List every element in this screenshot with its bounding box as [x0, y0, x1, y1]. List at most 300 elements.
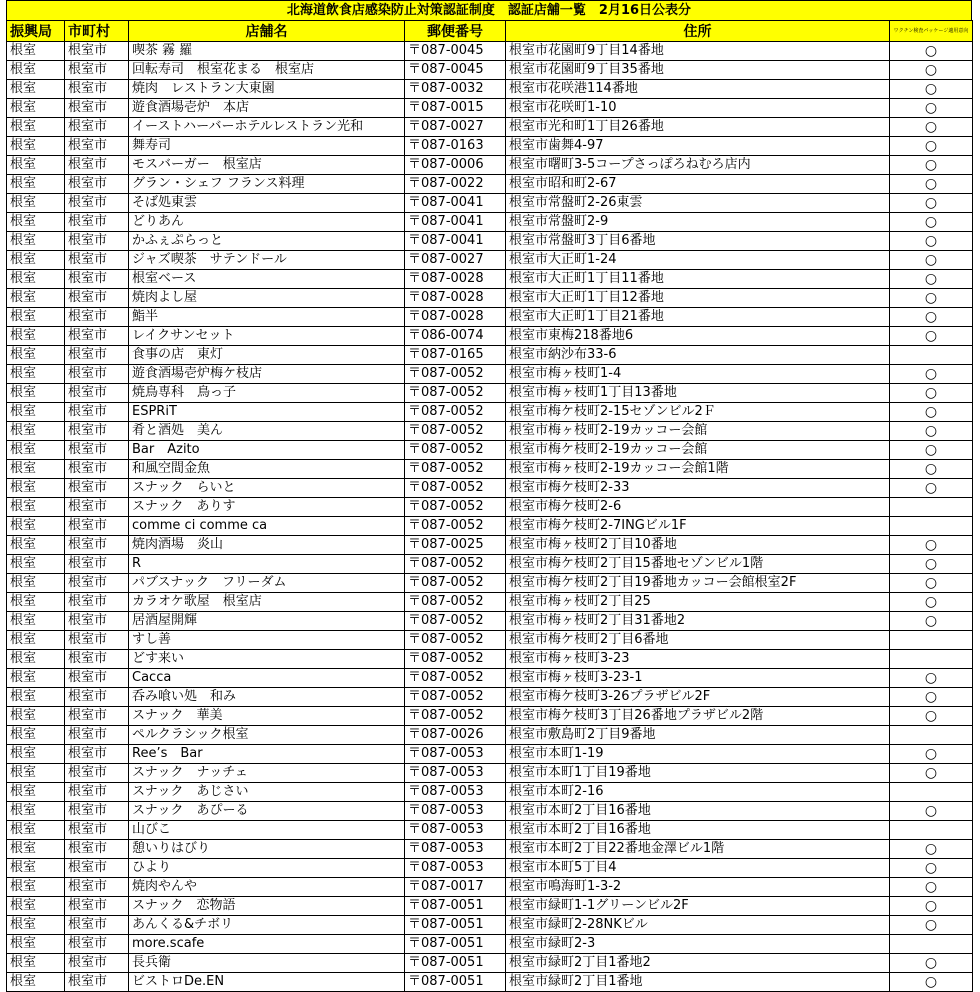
table-row [7, 669, 973, 688]
cell-city: 根室市 [65, 346, 129, 365]
cell-bureau: 根室 [7, 707, 65, 726]
cell-store: ジャズ喫茶 サテンドール [129, 251, 405, 270]
cell-store: スナック ナッチェ [129, 764, 405, 783]
cell-city: 根室市 [65, 669, 129, 688]
cell-vaccine-mark: ○ [890, 878, 973, 897]
table-row [7, 916, 973, 935]
cell-city: 根室市 [65, 802, 129, 821]
cell-address: 根室市敷島町2丁目9番地 [506, 726, 890, 745]
cell-city: 根室市 [65, 156, 129, 175]
cell-bureau: 根室 [7, 802, 65, 821]
cell-store: 長兵衛 [129, 954, 405, 973]
table-row [7, 935, 973, 954]
cell-city: 根室市 [65, 631, 129, 650]
cell-city: 根室市 [65, 365, 129, 384]
table-row [7, 441, 973, 460]
cell-address: 根室市花園町9丁目14番地 [506, 42, 890, 61]
cell-address: 根室市花咲町1-10 [506, 99, 890, 118]
cell-bureau: 根室 [7, 479, 65, 498]
cell-city: 根室市 [65, 460, 129, 479]
table-row [7, 897, 973, 916]
cell-city: 根室市 [65, 441, 129, 460]
cell-postal: 〒087-0052 [405, 498, 506, 517]
cell-vaccine-mark: ○ [890, 99, 973, 118]
table-row [7, 403, 973, 422]
table-row [7, 783, 973, 802]
cell-address: 根室市本町5丁目4 [506, 859, 890, 878]
cell-vaccine-mark: ○ [890, 365, 973, 384]
header-city: 市町村 [65, 21, 129, 42]
cell-address: 根室市花咲港114番地 [506, 80, 890, 99]
cell-store: スナック あぴーる [129, 802, 405, 821]
table-body [7, 42, 973, 992]
cell-store: 遊食酒場壱炉梅ケ枝店 [129, 365, 405, 384]
cell-city: 根室市 [65, 840, 129, 859]
cell-vaccine-mark: ○ [890, 137, 973, 156]
header-bureau: 振興局 [7, 21, 65, 42]
cell-vaccine-mark: ○ [890, 156, 973, 175]
table-row [7, 745, 973, 764]
cell-vaccine-mark: ○ [890, 574, 973, 593]
cell-city: 根室市 [65, 270, 129, 289]
cell-postal: 〒087-0053 [405, 745, 506, 764]
cell-city: 根室市 [65, 194, 129, 213]
cell-postal: 〒087-0052 [405, 593, 506, 612]
cell-address: 根室市梅ヶ枝町2-19カッコー会館1階 [506, 460, 890, 479]
cell-postal: 〒087-0027 [405, 118, 506, 137]
cell-postal: 〒087-0052 [405, 479, 506, 498]
cell-address: 根室市梅ケ枝町2-33 [506, 479, 890, 498]
table-row [7, 175, 973, 194]
cell-store: 肴と酒処 美ん [129, 422, 405, 441]
cell-store: 焼鳥専科 鳥っ子 [129, 384, 405, 403]
cell-bureau: 根室 [7, 289, 65, 308]
cell-address: 根室市大正町1丁目21番地 [506, 308, 890, 327]
cell-vaccine-mark [890, 935, 973, 954]
cell-vaccine-mark [890, 821, 973, 840]
cell-city: 根室市 [65, 859, 129, 878]
table-row [7, 631, 973, 650]
cell-bureau: 根室 [7, 441, 65, 460]
cell-address: 根室市梅ケ枝町2丁目6番地 [506, 631, 890, 650]
cell-postal: 〒087-0052 [405, 650, 506, 669]
table-row [7, 821, 973, 840]
table-row [7, 517, 973, 536]
cell-postal: 〒087-0052 [405, 460, 506, 479]
cell-postal: 〒087-0053 [405, 783, 506, 802]
cell-bureau: 根室 [7, 840, 65, 859]
cell-city: 根室市 [65, 593, 129, 612]
table-row [7, 99, 973, 118]
cell-postal: 〒087-0052 [405, 612, 506, 631]
cell-store: かふぇぷらっと [129, 232, 405, 251]
cell-city: 根室市 [65, 935, 129, 954]
cell-city: 根室市 [65, 821, 129, 840]
table-row [7, 156, 973, 175]
cell-address: 根室市梅ケ枝町2丁目15番地セゾンビル1階 [506, 555, 890, 574]
cell-postal: 〒087-0053 [405, 859, 506, 878]
cell-bureau: 根室 [7, 346, 65, 365]
cell-postal: 〒087-0015 [405, 99, 506, 118]
cell-address: 根室市光和町1丁目26番地 [506, 118, 890, 137]
cell-bureau: 根室 [7, 821, 65, 840]
cell-bureau: 根室 [7, 650, 65, 669]
cell-bureau: 根室 [7, 973, 65, 992]
cell-bureau: 根室 [7, 878, 65, 897]
cell-bureau: 根室 [7, 669, 65, 688]
cell-bureau: 根室 [7, 61, 65, 80]
cell-vaccine-mark [890, 650, 973, 669]
table-row [7, 118, 973, 137]
cell-vaccine-mark: ○ [890, 593, 973, 612]
cell-postal: 〒087-0053 [405, 764, 506, 783]
cell-vaccine-mark: ○ [890, 764, 973, 783]
cell-bureau: 根室 [7, 954, 65, 973]
cell-postal: 〒087-0051 [405, 935, 506, 954]
cell-address: 根室市本町2丁目16番地 [506, 802, 890, 821]
cell-postal: 〒087-0053 [405, 821, 506, 840]
table-row [7, 270, 973, 289]
cell-vaccine-mark: ○ [890, 954, 973, 973]
cell-store: スナック ありす [129, 498, 405, 517]
cell-bureau: 根室 [7, 137, 65, 156]
table-row [7, 42, 973, 61]
cell-postal: 〒087-0026 [405, 726, 506, 745]
cell-city: 根室市 [65, 80, 129, 99]
header-store: 店舗名 [129, 21, 405, 42]
cell-city: 根室市 [65, 99, 129, 118]
cell-store: R [129, 555, 405, 574]
cell-postal: 〒087-0052 [405, 384, 506, 403]
cell-address: 根室市梅ヶ枝町2-19カッコー会館 [506, 422, 890, 441]
cell-bureau: 根室 [7, 194, 65, 213]
cell-city: 根室市 [65, 384, 129, 403]
cell-bureau: 根室 [7, 688, 65, 707]
cell-address: 根室市梅ケ枝町2-15セゾンビル2Ｆ [506, 403, 890, 422]
cell-address: 根室市歯舞4-97 [506, 137, 890, 156]
cell-postal: 〒087-0045 [405, 42, 506, 61]
cell-bureau: 根室 [7, 916, 65, 935]
cell-bureau: 根室 [7, 213, 65, 232]
cell-vaccine-mark: ○ [890, 802, 973, 821]
cell-vaccine-mark: ○ [890, 859, 973, 878]
cell-bureau: 根室 [7, 498, 65, 517]
cell-address: 根室市常盤町2-9 [506, 213, 890, 232]
cell-postal: 〒087-0052 [405, 422, 506, 441]
cell-vaccine-mark [890, 498, 973, 517]
cell-store: モスバーガー 根室店 [129, 156, 405, 175]
cell-store: Ree’s Bar [129, 745, 405, 764]
cell-vaccine-mark: ○ [890, 289, 973, 308]
cell-store: スナック らいと [129, 479, 405, 498]
cell-store: 和風空間金魚 [129, 460, 405, 479]
cell-store: スナック 恋物語 [129, 897, 405, 916]
cell-address: 根室市常盤町2-26東雲 [506, 194, 890, 213]
table-row [7, 498, 973, 517]
cell-city: 根室市 [65, 764, 129, 783]
cell-city: 根室市 [65, 650, 129, 669]
cell-city: 根室市 [65, 422, 129, 441]
cell-city: 根室市 [65, 954, 129, 973]
cell-bureau: 根室 [7, 422, 65, 441]
cell-store: スナック あじさい [129, 783, 405, 802]
cell-address: 根室市常盤町3丁目6番地 [506, 232, 890, 251]
cell-bureau: 根室 [7, 555, 65, 574]
cell-postal: 〒087-0051 [405, 916, 506, 935]
cell-address: 根室市東梅218番地6 [506, 327, 890, 346]
cell-postal: 〒087-0052 [405, 403, 506, 422]
cell-store: イーストハーバーホテルレストラン光和 [129, 118, 405, 137]
cell-postal: 〒087-0041 [405, 194, 506, 213]
cell-postal: 〒087-0052 [405, 707, 506, 726]
cell-city: 根室市 [65, 479, 129, 498]
cell-bureau: 根室 [7, 897, 65, 916]
cell-address: 根室市本町1丁目19番地 [506, 764, 890, 783]
table-row [7, 232, 973, 251]
cell-store: 喫茶 霧 羅 [129, 42, 405, 61]
cell-store: 居酒屋開輝 [129, 612, 405, 631]
cell-bureau: 根室 [7, 99, 65, 118]
cell-address: 根室市鳴海町1-3-2 [506, 878, 890, 897]
cell-vaccine-mark: ○ [890, 327, 973, 346]
cell-store: more.scafe [129, 935, 405, 954]
cell-bureau: 根室 [7, 365, 65, 384]
cell-postal: 〒087-0052 [405, 441, 506, 460]
cell-city: 根室市 [65, 878, 129, 897]
cell-store: 食事の店 東灯 [129, 346, 405, 365]
cell-bureau: 根室 [7, 460, 65, 479]
cell-address: 根室市大正町1丁目11番地 [506, 270, 890, 289]
table-row [7, 859, 973, 878]
cell-vaccine-mark: ○ [890, 840, 973, 859]
cell-postal: 〒087-0032 [405, 80, 506, 99]
cell-store: パブスナック フリーダム [129, 574, 405, 593]
cell-store: Cacca [129, 669, 405, 688]
cell-store: 焼肉やんや [129, 878, 405, 897]
table-row [7, 707, 973, 726]
table-row [7, 954, 973, 973]
cell-postal: 〒087-0027 [405, 251, 506, 270]
table-row [7, 878, 973, 897]
cell-city: 根室市 [65, 251, 129, 270]
cell-address: 根室市梅ヶ枝町2丁目25 [506, 593, 890, 612]
cell-postal: 〒087-0051 [405, 973, 506, 992]
certified-store-sheet [6, 0, 972, 992]
cell-store: 焼肉 レストラン大東園 [129, 80, 405, 99]
table-row [7, 346, 973, 365]
cell-bureau: 根室 [7, 118, 65, 137]
cell-bureau: 根室 [7, 764, 65, 783]
cell-address: 根室市梅ヶ枝町2丁目31番地2 [506, 612, 890, 631]
cell-city: 根室市 [65, 916, 129, 935]
table-row [7, 973, 973, 992]
cell-store: レイクサンセット [129, 327, 405, 346]
cell-vaccine-mark [890, 517, 973, 536]
cell-store: 山びこ [129, 821, 405, 840]
cell-postal: 〒087-0052 [405, 555, 506, 574]
table-row [7, 137, 973, 156]
cell-postal: 〒087-0028 [405, 289, 506, 308]
cell-store: すし善 [129, 631, 405, 650]
cell-address: 根室市本町2-16 [506, 783, 890, 802]
cell-city: 根室市 [65, 745, 129, 764]
cell-bureau: 根室 [7, 935, 65, 954]
cell-store: あんくる&チボリ [129, 916, 405, 935]
cell-vaccine-mark: ○ [890, 232, 973, 251]
cell-city: 根室市 [65, 232, 129, 251]
cell-vaccine-mark: ○ [890, 61, 973, 80]
cell-postal: 〒087-0052 [405, 517, 506, 536]
cell-vaccine-mark: ○ [890, 42, 973, 61]
cell-address: 根室市緑町2-28NKビル [506, 916, 890, 935]
cell-store: そば処東雲 [129, 194, 405, 213]
cell-address: 根室市緑町1-1グリーンビル2F [506, 897, 890, 916]
cell-address: 根室市本町2丁目16番地 [506, 821, 890, 840]
cell-bureau: 根室 [7, 745, 65, 764]
cell-vaccine-mark: ○ [890, 270, 973, 289]
cell-vaccine-mark [890, 726, 973, 745]
cell-store: 根室ベース [129, 270, 405, 289]
cell-store: グラン・シェフ フランス料理 [129, 175, 405, 194]
cell-city: 根室市 [65, 289, 129, 308]
header-vaccine: ワクチン検査パッケージ適用意向 [890, 21, 973, 42]
cell-city: 根室市 [65, 137, 129, 156]
table-row [7, 289, 973, 308]
table-row [7, 726, 973, 745]
cell-vaccine-mark: ○ [890, 213, 973, 232]
table-row [7, 251, 973, 270]
cell-store: どりあん [129, 213, 405, 232]
header-postal: 郵便番号 [405, 21, 506, 42]
cell-city: 根室市 [65, 403, 129, 422]
cell-postal: 〒087-0053 [405, 802, 506, 821]
cell-store: スナック 華美 [129, 707, 405, 726]
cell-address: 根室市梅ヶ枝町3-23-1 [506, 669, 890, 688]
cell-city: 根室市 [65, 498, 129, 517]
cell-address: 根室市本町2丁目22番地金澤ビル1階 [506, 840, 890, 859]
cell-city: 根室市 [65, 42, 129, 61]
cell-bureau: 根室 [7, 517, 65, 536]
cell-store: ESPRiT [129, 403, 405, 422]
cell-postal: 〒087-0022 [405, 175, 506, 194]
cell-postal: 〒087-0052 [405, 669, 506, 688]
cell-city: 根室市 [65, 555, 129, 574]
cell-vaccine-mark: ○ [890, 897, 973, 916]
cell-store: 焼肉よし屋 [129, 289, 405, 308]
cell-vaccine-mark: ○ [890, 688, 973, 707]
cell-vaccine-mark [890, 631, 973, 650]
cell-city: 根室市 [65, 517, 129, 536]
cell-city: 根室市 [65, 61, 129, 80]
table-row [7, 194, 973, 213]
cell-address: 根室市梅ケ枝町3-26プラザビル2F [506, 688, 890, 707]
cell-postal: 〒087-0028 [405, 308, 506, 327]
cell-postal: 〒087-0041 [405, 232, 506, 251]
cell-bureau: 根室 [7, 308, 65, 327]
cell-bureau: 根室 [7, 783, 65, 802]
table-row [7, 80, 973, 99]
cell-postal: 〒087-0051 [405, 897, 506, 916]
cell-city: 根室市 [65, 213, 129, 232]
cell-postal: 〒087-0052 [405, 574, 506, 593]
cell-city: 根室市 [65, 783, 129, 802]
cell-address: 根室市本町1-19 [506, 745, 890, 764]
cell-vaccine-mark: ○ [890, 80, 973, 99]
cell-address: 根室市曙町3-5コープさっぽろねむろ店内 [506, 156, 890, 175]
cell-city: 根室市 [65, 707, 129, 726]
cell-address: 根室市花園町9丁目35番地 [506, 61, 890, 80]
cell-bureau: 根室 [7, 536, 65, 555]
cell-city: 根室市 [65, 536, 129, 555]
cell-city: 根室市 [65, 612, 129, 631]
cell-vaccine-mark: ○ [890, 479, 973, 498]
cell-store: comme ci comme ca [129, 517, 405, 536]
cell-postal: 〒086-0074 [405, 327, 506, 346]
table-row [7, 365, 973, 384]
cell-bureau: 根室 [7, 612, 65, 631]
cell-store: 呑み喰い処 和み [129, 688, 405, 707]
cell-bureau: 根室 [7, 384, 65, 403]
cell-bureau: 根室 [7, 859, 65, 878]
cell-bureau: 根室 [7, 403, 65, 422]
cell-city: 根室市 [65, 118, 129, 137]
cell-address: 根室市緑町2丁目1番地2 [506, 954, 890, 973]
table-row [7, 61, 973, 80]
table-row [7, 422, 973, 441]
cell-city: 根室市 [65, 308, 129, 327]
cell-postal: 〒087-0025 [405, 536, 506, 555]
cell-address: 根室市緑町2丁目1番地 [506, 973, 890, 992]
table-row [7, 688, 973, 707]
cell-vaccine-mark: ○ [890, 460, 973, 479]
cell-postal: 〒087-0165 [405, 346, 506, 365]
cell-store: ひより [129, 859, 405, 878]
table-row [7, 840, 973, 859]
cell-vaccine-mark: ○ [890, 555, 973, 574]
table-row [7, 802, 973, 821]
table-row [7, 308, 973, 327]
cell-city: 根室市 [65, 897, 129, 916]
cell-postal: 〒087-0052 [405, 365, 506, 384]
cell-city: 根室市 [65, 973, 129, 992]
cell-bureau: 根室 [7, 574, 65, 593]
table-row [7, 327, 973, 346]
cell-address: 根室市昭和町2-67 [506, 175, 890, 194]
cell-vaccine-mark: ○ [890, 916, 973, 935]
cell-postal: 〒087-0017 [405, 878, 506, 897]
cell-postal: 〒087-0028 [405, 270, 506, 289]
table-row [7, 536, 973, 555]
table-row [7, 593, 973, 612]
cell-postal: 〒087-0006 [405, 156, 506, 175]
cell-store: Bar Azito [129, 441, 405, 460]
table-row [7, 479, 973, 498]
cell-vaccine-mark: ○ [890, 194, 973, 213]
cell-bureau: 根室 [7, 593, 65, 612]
table-row [7, 650, 973, 669]
header-address: 住所 [506, 21, 890, 42]
cell-store: 鮨半 [129, 308, 405, 327]
cell-vaccine-mark: ○ [890, 384, 973, 403]
cell-address: 根室市梅ヶ枝町2丁目10番地 [506, 536, 890, 555]
table-row [7, 555, 973, 574]
cell-city: 根室市 [65, 175, 129, 194]
cell-vaccine-mark: ○ [890, 251, 973, 270]
cell-store: ペルクラシック根室 [129, 726, 405, 745]
cell-address: 根室市納沙布33-6 [506, 346, 890, 365]
cell-address: 根室市大正町1-24 [506, 251, 890, 270]
cell-bureau: 根室 [7, 270, 65, 289]
